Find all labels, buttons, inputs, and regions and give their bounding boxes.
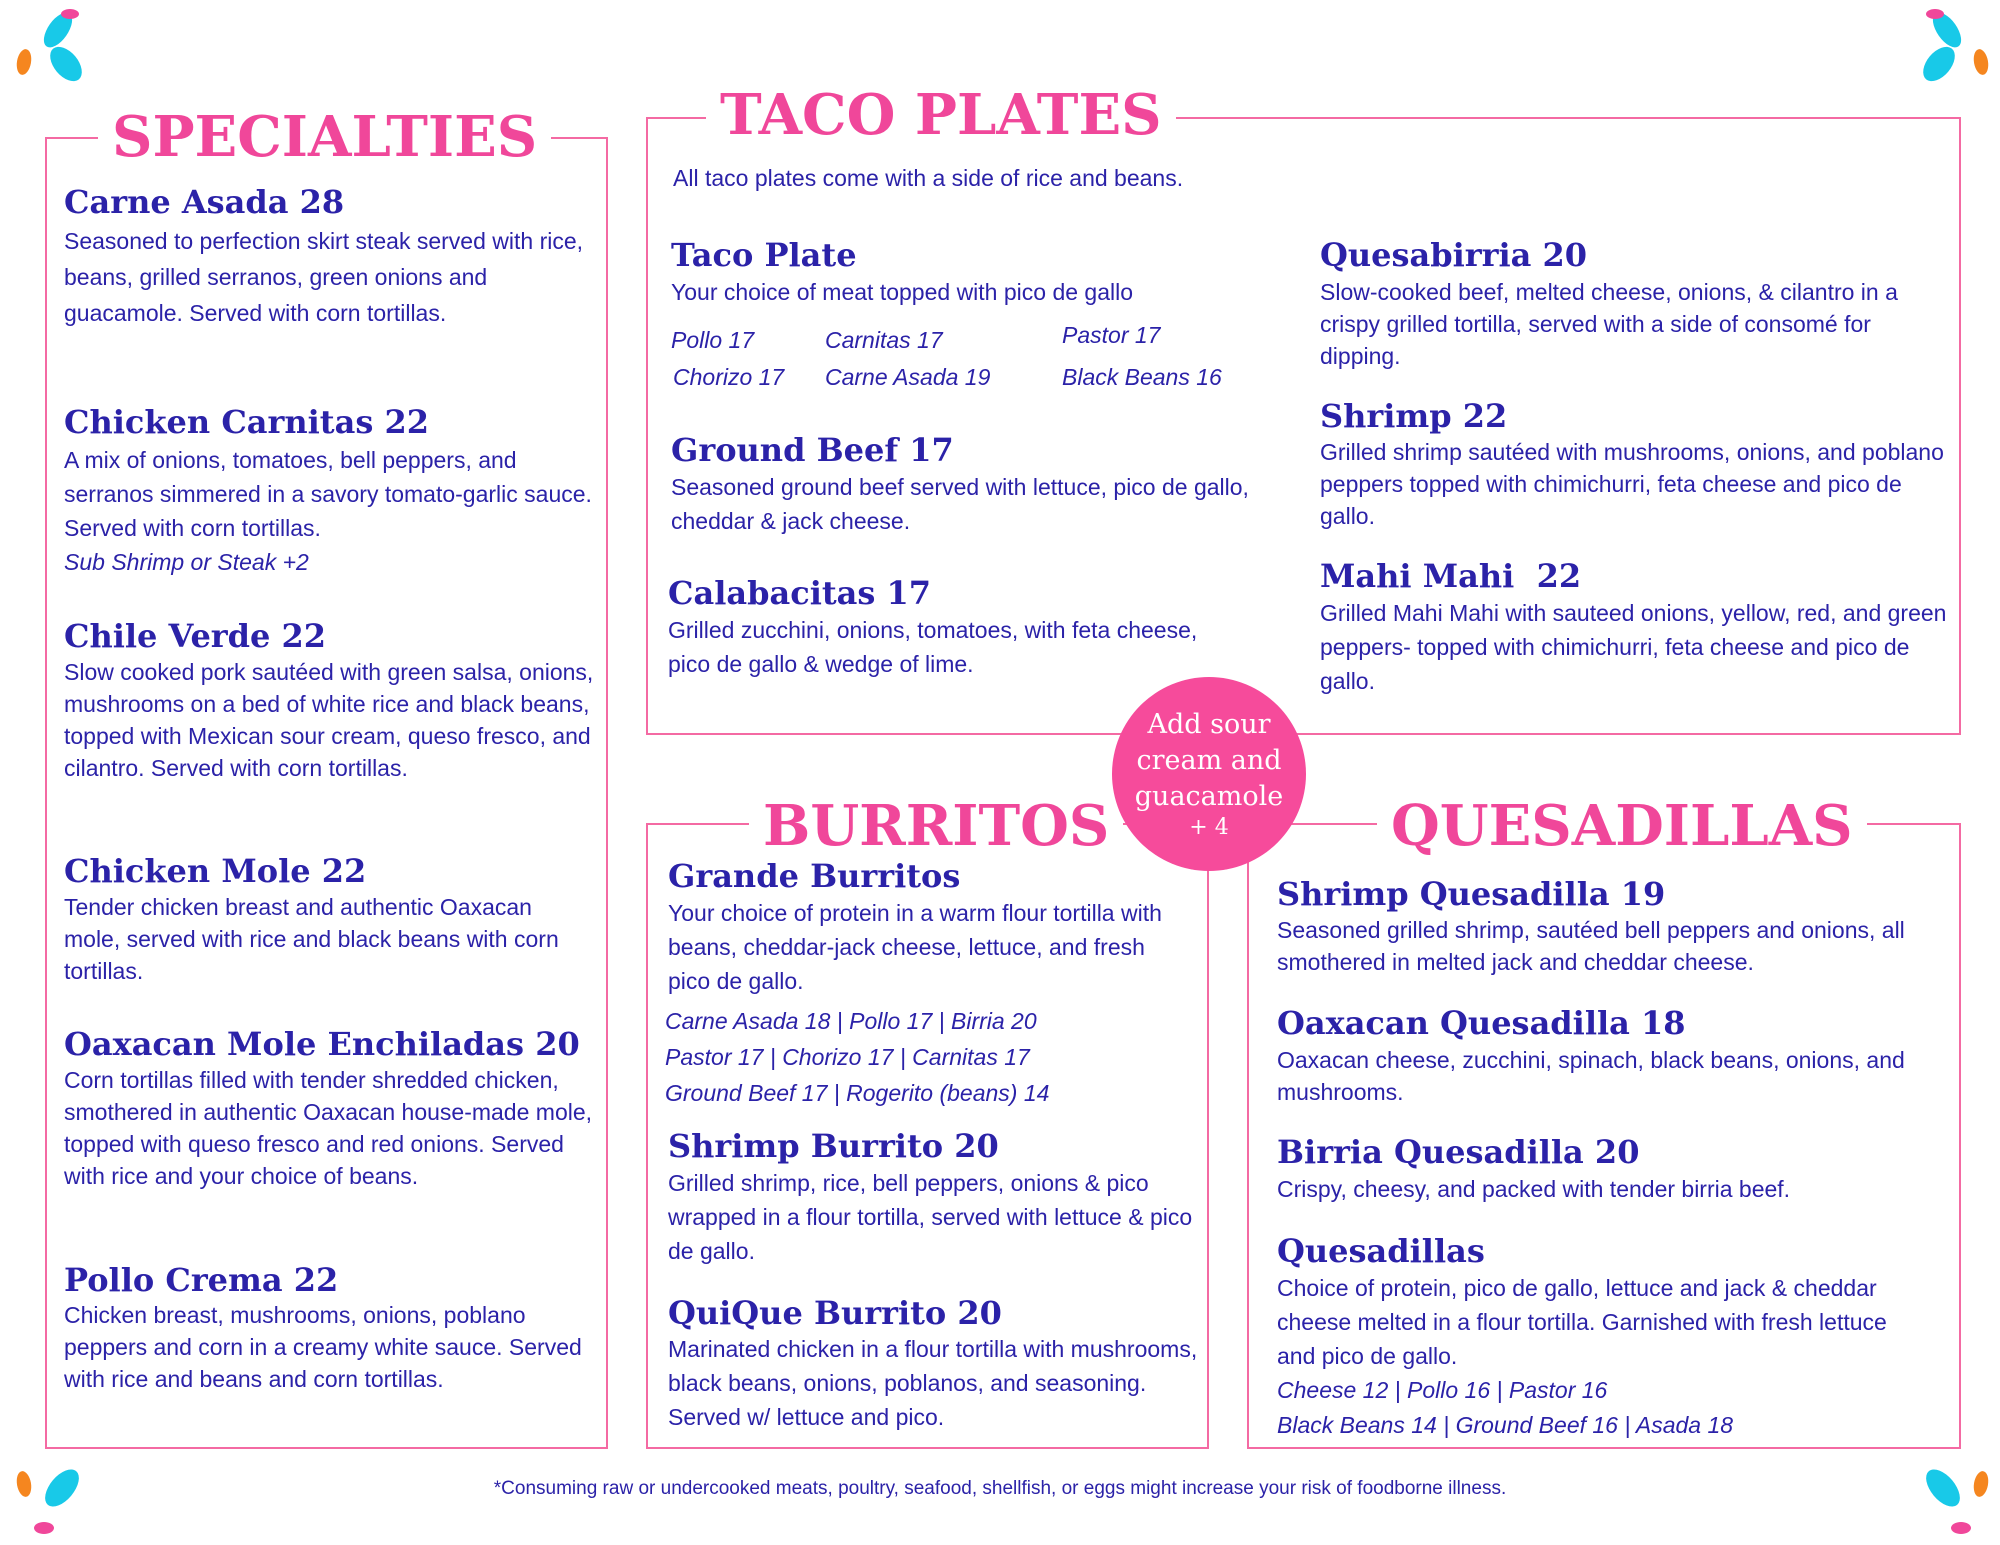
taco-option: Chorizo 17 (673, 364, 785, 390)
menu-item-description: Your choice of meat topped with pico de gallo (671, 279, 1134, 305)
burrito-option: Pastor 17 | Chorizo 17 | Carnitas 17 (665, 1044, 1030, 1070)
footer-disclaimer: *Consuming raw or undercooked meats, poultry, seafood, shellfish, or eggs might increase your risk of foodborne illness. (493, 1478, 1507, 1499)
menu-item-name: Grande Burritos (668, 857, 961, 895)
menu-item-name: Shrimp Quesadilla 19 (1277, 875, 1666, 913)
menu-item-name: Oaxacan Quesadilla 18 (1277, 1004, 1686, 1042)
menu-item-name: Shrimp Burrito 20 (668, 1127, 999, 1165)
quesadilla-option: Black Beans 14 | Ground Beef 16 | Asada 18 (1277, 1412, 1734, 1438)
specialties-panel (45, 137, 608, 1449)
menu-item-description: Grilled shrimp sautéed with mushrooms, onions, and poblano peppers topped with chimichurri, feta cheese and pico de gallo. (1320, 439, 1944, 529)
menu-item-name: QuiQue Burrito 20 (668, 1294, 1002, 1332)
menu-item-description: Tender chicken breast and authentic Oaxacan mole, served with rice and black beans with corn tortillas. (64, 894, 559, 984)
petal-cluster-icon (1915, 8, 1995, 88)
menu-item-description: Corn tortillas filled with tender shredded chicken, smothered in authentic Oaxacan house-made mole, topped with queso fresco and red onions. Served with rice and your choice of beans. (64, 1067, 593, 1189)
menu-item-name: Carne Asada 28 (64, 183, 345, 221)
badge-price: + 4 (1189, 815, 1229, 840)
taco-option: Carne Asada 19 (825, 364, 991, 390)
menu-item-description: Marinated chicken in a flour tortilla with mushrooms, black beans, onions, poblanos, and seasoning. Served w/ lettuce and pico. (668, 1336, 1198, 1430)
petal-cluster-icon (10, 1460, 90, 1540)
menu-item-description: Oaxacan cheese, zucchini, spinach, black beans, onions, and mushrooms. (1277, 1047, 1905, 1105)
menu-item-name: Ground Beef 17 (671, 431, 954, 469)
menu-item-description: Seasoned ground beef served with lettuce, pico de gallo, cheddar & jack cheese. (671, 474, 1249, 534)
taco-plates-title: TACO PLATES (706, 85, 1176, 145)
menu-item-description: Slow cooked pork sautéed with green salsa, onions, mushrooms on a bed of white rice and black beans, topped with Mexican sour cream, queso fresco, and cilantro. Served with corn tortillas. (64, 659, 594, 781)
taco-option: Pollo 17 (671, 327, 755, 353)
menu-item-name: Quesabirria 20 (1320, 236, 1588, 274)
menu-item-name: Chicken Mole 22 (64, 852, 367, 890)
menu-item-description: Seasoned grilled shrimp, sautéed bell peppers and onions, all smothered in melted jack and cheddar cheese. (1277, 917, 1905, 975)
menu-item-description: Grilled zucchini, onions, tomatoes, with feta cheese, pico de gallo & wedge of lime. (668, 617, 1198, 677)
specialties-title: SPECIALTIES (98, 107, 551, 167)
menu-item-option: Sub Shrimp or Steak +2 (64, 549, 309, 575)
badge-text: Add sour cream and guacamole (1134, 709, 1284, 812)
menu-item-name: Taco Plate (671, 236, 857, 274)
menu-item-description: Seasoned to perfection skirt steak served with rice, beans, grilled serranos, green onions and guacamole. Served with corn tortillas. (64, 228, 584, 326)
menu-item-name: Chicken Carnitas 22 (64, 403, 429, 441)
petal-cluster-icon (10, 8, 90, 88)
taco-option: Pastor 17 (1062, 322, 1161, 348)
add-sour-cream-badge (1112, 677, 1306, 871)
taco-plates-note: All taco plates come with a side of rice and beans. (673, 165, 1184, 191)
quesadilla-option: Cheese 12 | Pollo 16 | Pastor 16 (1277, 1377, 1608, 1403)
menu-item-name: Chile Verde 22 (64, 617, 327, 655)
menu-item-description: Crispy, cheesy, and packed with tender birria beef. (1277, 1176, 1791, 1202)
menu-item-description: Choice of protein, pico de gallo, lettuce and jack & cheddar cheese melted in a flour tortilla. Garnished with fresh lettuce and pico de gallo. (1277, 1275, 1887, 1369)
menu-item-description: A mix of onions, tomatoes, bell peppers, and serranos simmered in a savory tomato-garlic sauce. Served with corn tortillas. (64, 447, 592, 541)
menu-item-description: Slow-cooked beef, melted cheese, onions, & cilantro in a crispy grilled tortilla, served with a side of consomé for dipping. (1320, 279, 1898, 369)
taco-option: Black Beans 16 (1062, 364, 1222, 390)
menu-item-name: Birria Quesadilla 20 (1277, 1133, 1640, 1171)
burrito-option: Carne Asada 18 | Pollo 17 | Birria 20 (665, 1008, 1037, 1034)
menu-item-name: Mahi Mahi 22 (1320, 557, 1582, 595)
menu-item-description: Your choice of protein in a warm flour tortilla with beans, cheddar-jack cheese, lettuce, and fresh pico de gallo. (668, 900, 1162, 994)
menu-item-name: Oaxacan Mole Enchiladas 20 (64, 1025, 580, 1063)
burrito-option: Ground Beef 17 | Rogerito (beans) 14 (665, 1080, 1050, 1106)
menu-item-name: Shrimp 22 (1320, 397, 1508, 435)
menu-item-description: Grilled Mahi Mahi with sauteed onions, yellow, red, and green peppers- topped with chimichurri, feta cheese and pico de gallo. (1320, 600, 1947, 694)
menu-item-name: Pollo Crema 22 (64, 1261, 339, 1299)
menu-item-description: Grilled shrimp, rice, bell peppers, onions & pico wrapped in a flour tortilla, served with lettuce & pico de gallo. (668, 1170, 1193, 1264)
quesadillas-title: QUESADILLAS (1377, 796, 1867, 856)
taco-option: Carnitas 17 (825, 327, 943, 353)
burritos-title: BURRITOS (749, 796, 1123, 856)
menu-item-name: Quesadillas (1277, 1232, 1485, 1270)
menu-item-name: Calabacitas 17 (668, 574, 932, 612)
petal-cluster-icon (1915, 1460, 1995, 1540)
menu-item-description: Chicken breast, mushrooms, onions, poblano peppers and corn in a creamy white sauce. Served with rice and beans and corn tortillas. (64, 1302, 582, 1392)
